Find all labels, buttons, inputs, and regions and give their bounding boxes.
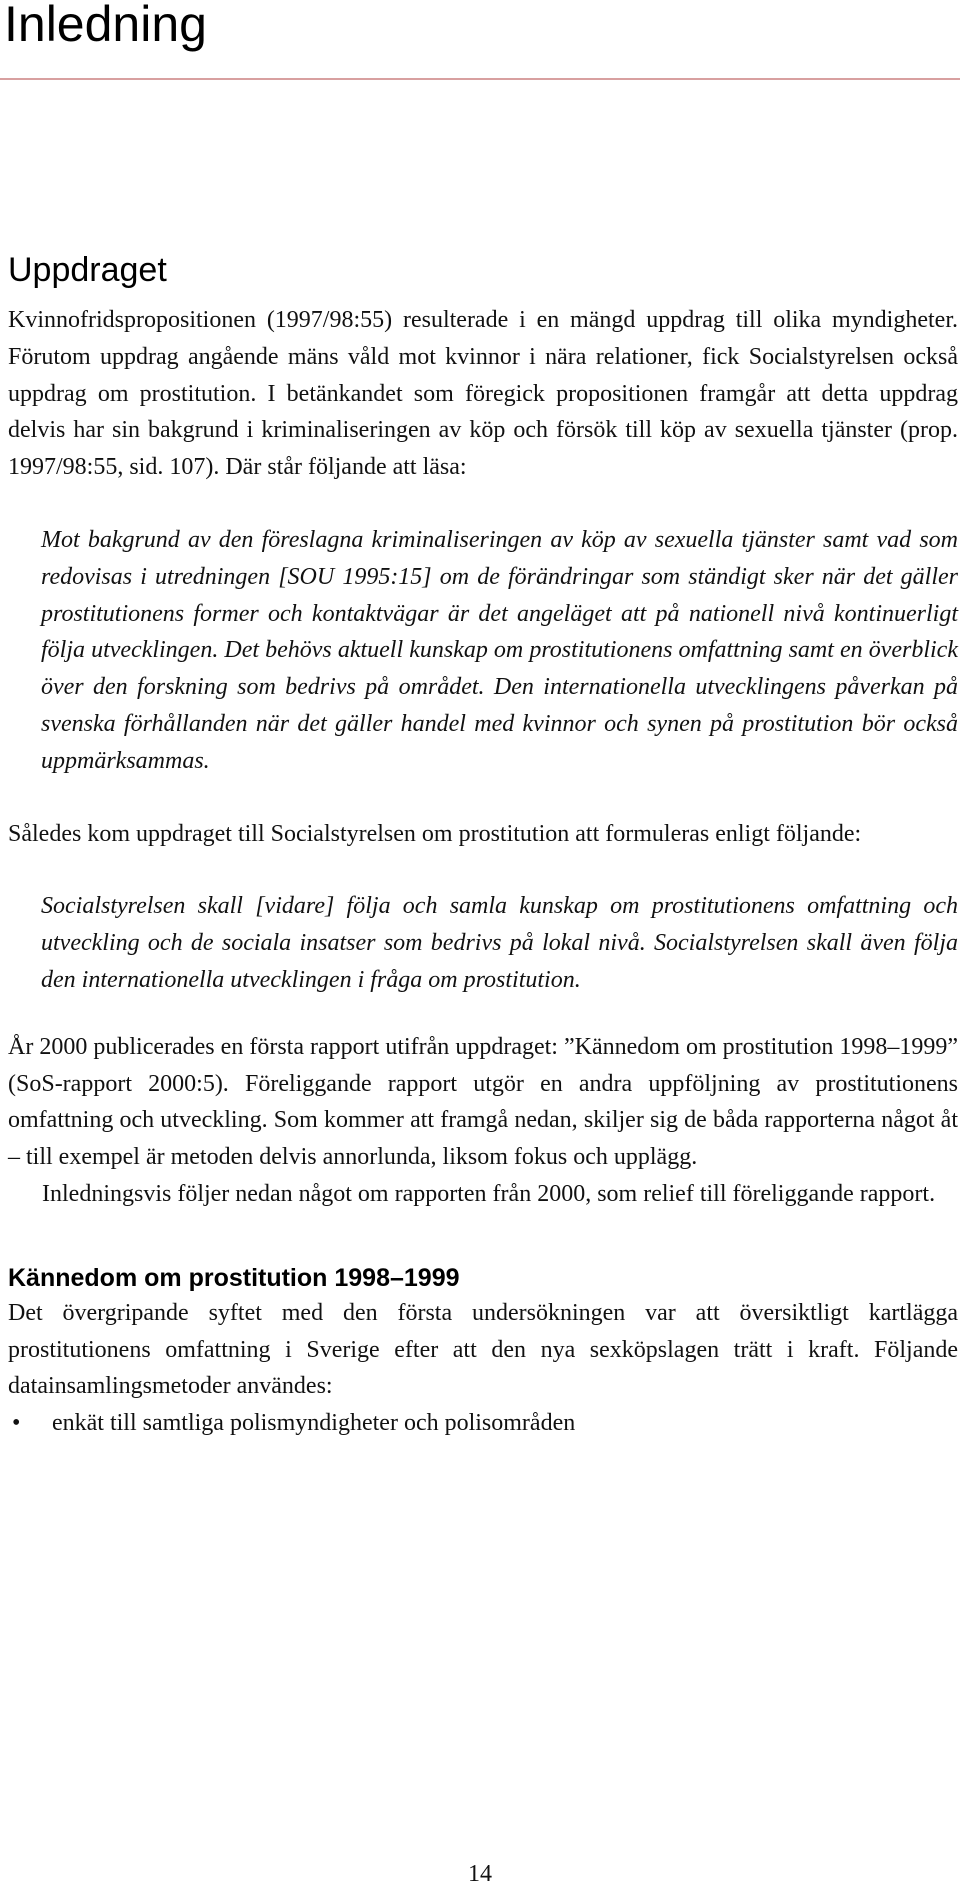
title-divider (0, 78, 960, 80)
paragraph-purpose: Det övergripande syftet med den första undersökningen var att översiktligt kartlägga prostitutionens omfattning i Sverige efter att den nya sexköpslagen trätt i kraft. Följande datainsamlingsmetoder användes: (8, 1299, 958, 1400)
subsection-title: Kännedom om prostitution 1998–1999 (8, 1263, 460, 1292)
list-item-text: enkät till samtliga polismyndigheter och polisområden (52, 1410, 576, 1437)
body-text (8, 302, 958, 1442)
paragraph-report-2000: År 2000 publicerades en första rapport utifrån uppdraget: ”Kännedom om prostitution 1998–1999” (SoS-rapport 2000:5). Föreliggande rapport utgör en andra uppföljning av prostitutionens omfattning och utveckling. Som kommer att framgå nedan, skiljer sig de båda rapporterna något åt – till exempel är metoden delvis annorlunda, liksom fokus och upplägg. (8, 1033, 958, 1171)
paragraph-relief: Inledningsvis följer nedan något om rapporten från 2000, som relief till föreliggande rapport. (42, 1180, 936, 1207)
quote-block-2: Socialstyrelsen skall [vidare] följa och samla kunskap om prostitutionens omfattning och utveckling och de sociala insatser som bedrivs på lokal nivå. Socialstyrelsen skall även följa den internationella utvecklingen i fråga om prostitution. (41, 893, 958, 993)
bullet-icon: • (12, 1410, 21, 1437)
method-list (8, 1405, 958, 1442)
page-number: 14 (468, 1861, 492, 1887)
paragraph-assignment: Således kom uppdraget till Socialstyrelsen om prostitution att formuleras enligt följande: (8, 820, 862, 847)
section-title: Uppdraget (8, 251, 167, 289)
chapter-title: Inledning (4, 0, 207, 52)
paragraph-intro: Kvinnofridspropositionen (1997/98:55) resulterade i en mängd uppdrag till olika myndigheter. Förutom uppdrag angående mäns våld mot kvinnor i nära relationer, fick Socialstyrelsen också uppdrag om prostitution. I betänkandet som föregick propositionen framgår att detta uppdrag delvis har sin bakgrund i kriminaliseringen av köp och försök till köp av sexuella tjänster (prop. 1997/98:55, sid. 107). Där står följande att läsa: (8, 307, 958, 481)
quote-block-1: Mot bakgrund av den föreslagna kriminaliseringen av köp av sexuella tjänster samt vad som redovisas i utredningen [SOU 1995:15] om de förändringar som ständigt sker när det gäller prostitutionens former och kontaktvägar är det angeläget att på nationell nivå kontinuerligt följa utvecklingen. Det behövs aktuell kunskap om prostitutionens omfattning samt en överblick över den forskning som bedrivs på området. Den internationella utvecklingens påverkan på svenska förhållanden när det gäller handel med kvinnor och synen på prostitution bör också uppmärksammas. (41, 526, 958, 774)
list-item (8, 1405, 958, 1442)
